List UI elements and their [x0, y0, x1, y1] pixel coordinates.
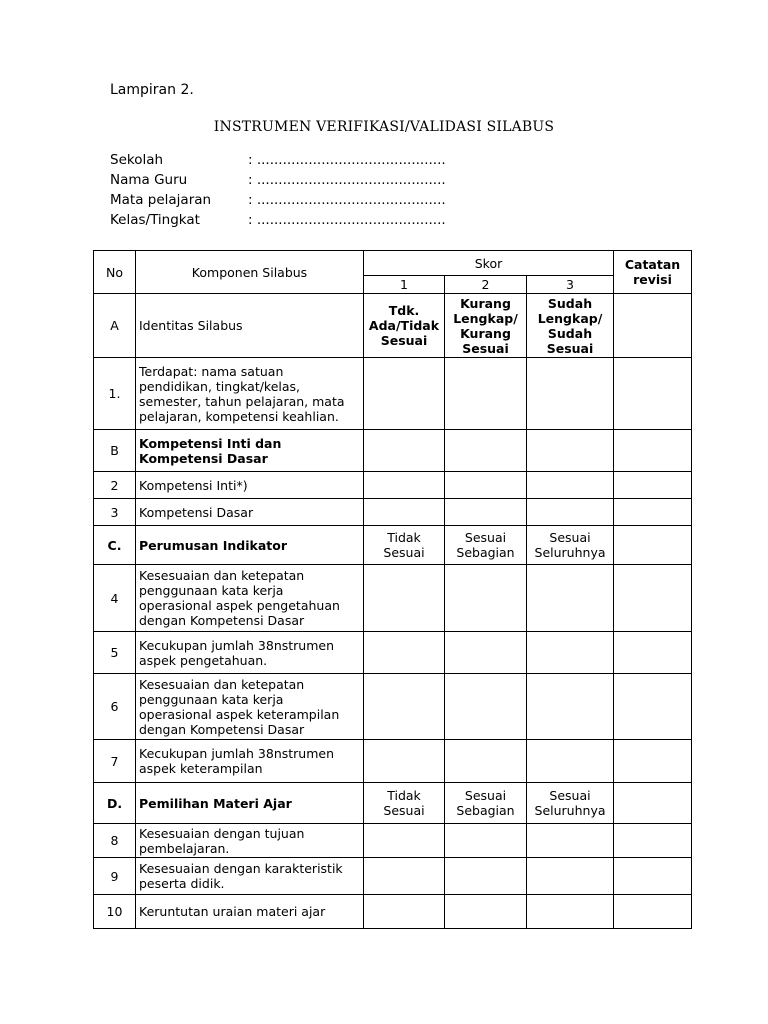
verification-table [93, 250, 692, 929]
revision-cell[interactable] [614, 674, 692, 740]
score-cell-1[interactable] [364, 499, 445, 526]
score-cell-2[interactable] [445, 740, 527, 783]
field-value: : ............................................ [248, 192, 446, 208]
row-text: Kesesuaian dan ketepatan penggunaan kata kerja operasional aspek pengetahuan dengan Kompetensi Dasar [136, 565, 364, 632]
score-label-1: Tdk. Ada/Tidak Sesuai [364, 294, 445, 358]
field-label: Kelas/Tingkat [110, 212, 200, 228]
row-no: C. [94, 526, 136, 565]
field-label: Sekolah [110, 152, 164, 168]
score-label-2: Sesuai Sebagian [445, 783, 527, 824]
score-label-2: Kurang Lengkap/ Kurang Sesuai [445, 294, 527, 358]
score-cell-2[interactable] [445, 430, 527, 472]
score-label-1: Tidak Sesuai [364, 783, 445, 824]
row-no: 7 [94, 740, 136, 783]
row-no: 9 [94, 858, 136, 895]
revision-cell[interactable] [614, 499, 692, 526]
table-row [94, 674, 692, 740]
row-no: B [94, 430, 136, 472]
row-no: A [94, 294, 136, 358]
revision-cell[interactable] [614, 294, 692, 358]
row-no: 2 [94, 472, 136, 499]
field-label: Mata pelajaran [110, 192, 212, 208]
score-cell-1[interactable] [364, 824, 445, 858]
score-label-1: Tidak Sesuai [364, 526, 445, 565]
document-title: INSTRUMEN VERIFIKASI/VALIDASI SILABUS [213, 119, 555, 135]
score-cell-3[interactable] [527, 358, 614, 430]
header-score-3: 3 [527, 276, 614, 294]
score-cell-1[interactable] [364, 674, 445, 740]
score-cell-2[interactable] [445, 472, 527, 499]
score-cell-1[interactable] [364, 632, 445, 674]
section-label: Kompetensi Inti dan Kompetensi Dasar [136, 430, 364, 472]
score-cell-2[interactable] [445, 499, 527, 526]
score-cell-3[interactable] [527, 430, 614, 472]
revision-cell[interactable] [614, 858, 692, 895]
table-row [94, 499, 692, 526]
row-text: Kesesuaian dengan karakteristik peserta didik. [136, 858, 364, 895]
section-row [94, 430, 692, 472]
row-no: 6 [94, 674, 136, 740]
revision-cell[interactable] [614, 358, 692, 430]
revision-cell[interactable] [614, 565, 692, 632]
table-row [94, 858, 692, 895]
score-label-3: Sesuai Seluruhnya [527, 783, 614, 824]
revision-cell[interactable] [614, 740, 692, 783]
score-cell-1[interactable] [364, 858, 445, 895]
revision-cell[interactable] [614, 824, 692, 858]
score-cell-2[interactable] [445, 858, 527, 895]
field-value: : ............................................ [248, 172, 446, 188]
table-row [94, 565, 692, 632]
table-row [94, 358, 692, 430]
table-row [94, 632, 692, 674]
revision-cell[interactable] [614, 895, 692, 929]
revision-cell[interactable] [614, 526, 692, 565]
table-row [94, 824, 692, 858]
field-value: : ............................................ [248, 152, 446, 168]
header-catatan: Catatan revisi [614, 251, 692, 294]
field-label: Nama Guru [110, 172, 188, 188]
score-cell-1[interactable] [364, 565, 445, 632]
header-skor: Skor [364, 251, 614, 276]
row-text: Kompetensi Dasar [136, 499, 364, 526]
row-no: D. [94, 783, 136, 824]
field-kelas-tingkat [110, 210, 446, 230]
section-row [94, 294, 692, 358]
score-cell-3[interactable] [527, 674, 614, 740]
score-cell-3[interactable] [527, 858, 614, 895]
identity-fields [110, 150, 446, 230]
field-nama-guru [110, 170, 446, 190]
header-no: No [94, 251, 136, 294]
row-text: Terdapat: nama satuan pendidikan, tingkat/kelas, semester, tahun pelajaran, mata pelajaran, kompetensi keahlian. [136, 358, 364, 430]
row-no: 4 [94, 565, 136, 632]
row-text: Kompetensi Inti*) [136, 472, 364, 499]
row-no: 3 [94, 499, 136, 526]
score-cell-3[interactable] [527, 895, 614, 929]
section-label: Identitas Silabus [136, 294, 364, 358]
header-komponen: Komponen Silabus [136, 251, 364, 294]
field-sekolah [110, 150, 446, 170]
section-row [94, 783, 692, 824]
score-label-2: Sesuai Sebagian [445, 526, 527, 565]
score-cell-3[interactable] [527, 632, 614, 674]
score-cell-2[interactable] [445, 632, 527, 674]
row-text: Kesesuaian dan ketepatan penggunaan kata kerja operasional aspek keterampilan dengan Kompetensi Dasar [136, 674, 364, 740]
score-cell-1[interactable] [364, 472, 445, 499]
header-score-2: 2 [445, 276, 527, 294]
table-row [94, 740, 692, 783]
score-cell-1[interactable] [364, 740, 445, 783]
table-row [94, 472, 692, 499]
row-no: 8 [94, 824, 136, 858]
score-cell-1[interactable] [364, 430, 445, 472]
score-cell-3[interactable] [527, 472, 614, 499]
row-no: 5 [94, 632, 136, 674]
score-cell-2[interactable] [445, 824, 527, 858]
score-cell-2[interactable] [445, 358, 527, 430]
row-text: Kecukupan jumlah 38nstrumen aspek pengetahuan. [136, 632, 364, 674]
table-header-row [94, 251, 692, 276]
score-cell-2[interactable] [445, 565, 527, 632]
score-label-3: Sudah Lengkap/ Sudah Sesuai [527, 294, 614, 358]
section-row [94, 526, 692, 565]
revision-cell[interactable] [614, 472, 692, 499]
revision-cell[interactable] [614, 632, 692, 674]
score-cell-2[interactable] [445, 895, 527, 929]
revision-cell[interactable] [614, 783, 692, 824]
header-score-1: 1 [364, 276, 445, 294]
score-cell-1[interactable] [364, 358, 445, 430]
section-label: Perumusan Indikator [136, 526, 364, 565]
score-label-3: Sesuai Seluruhnya [527, 526, 614, 565]
revision-cell[interactable] [614, 430, 692, 472]
appendix-label: Lampiran 2. [110, 82, 194, 98]
score-cell-1[interactable] [364, 895, 445, 929]
score-cell-2[interactable] [445, 674, 527, 740]
row-text: Kecukupan jumlah 38nstrumen aspek keterampilan [136, 740, 364, 783]
score-cell-3[interactable] [527, 824, 614, 858]
field-value: : ............................................ [248, 212, 446, 228]
field-mata-pelajaran [110, 190, 446, 210]
table-row [94, 895, 692, 929]
row-no: 1. [94, 358, 136, 430]
row-text: Kesesuaian dengan tujuan pembelajaran. [136, 824, 364, 858]
row-text: Keruntutan uraian materi ajar [136, 895, 364, 929]
section-label: Pemilihan Materi Ajar [136, 783, 364, 824]
row-no: 10 [94, 895, 136, 929]
score-cell-3[interactable] [527, 499, 614, 526]
score-cell-3[interactable] [527, 740, 614, 783]
score-cell-3[interactable] [527, 565, 614, 632]
